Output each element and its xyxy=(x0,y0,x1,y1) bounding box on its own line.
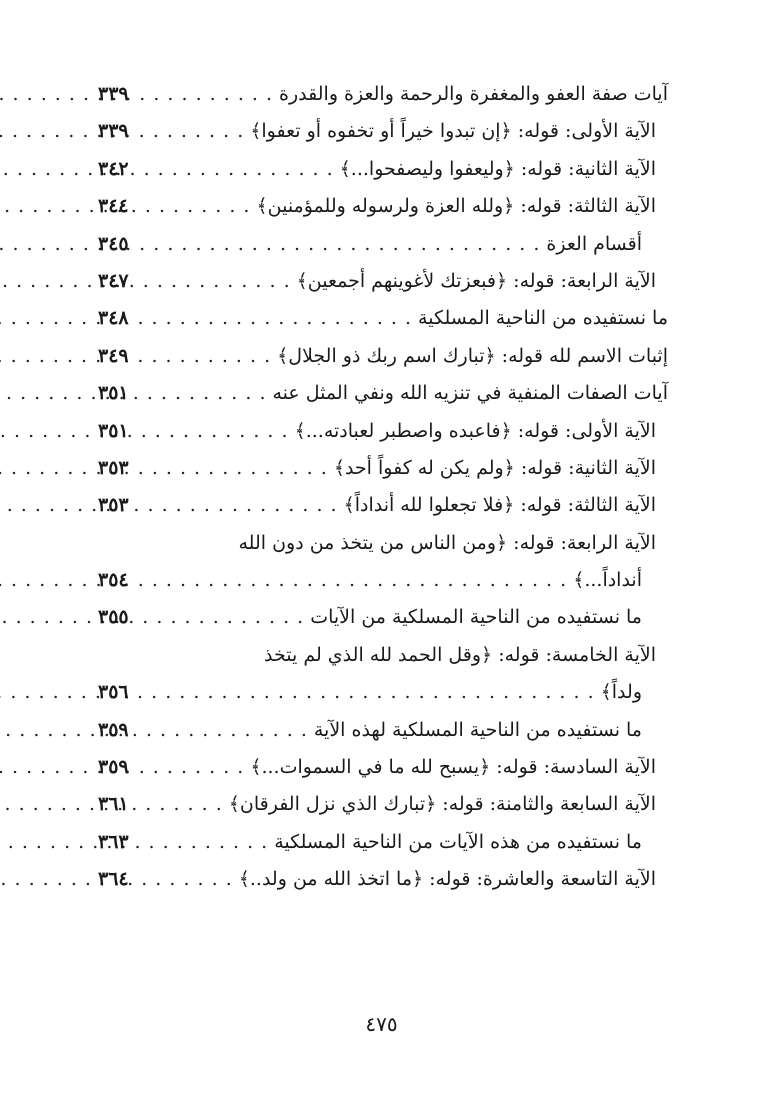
toc-entry xyxy=(98,861,668,898)
toc-entry xyxy=(98,151,668,188)
toc-entry xyxy=(98,300,668,337)
toc-leader-dots xyxy=(138,113,250,150)
toc-entry-title: أنداداً...﴾ xyxy=(573,569,642,592)
toc-entry-title: الآية الأولى: قوله: ﴿إن تبدوا خيراً أو تخفوه أو تعفوا﴾ xyxy=(250,120,656,143)
toc-entry-title: الآية الثالثة: قوله: ﴿فلا تجعلوا لله أنداداً﴾ xyxy=(343,494,656,517)
toc-leader-dots xyxy=(138,263,297,300)
toc-entry xyxy=(98,674,668,711)
toc-entry-title: ما نستفيده من هذه الآيات من الناحية المسلكية xyxy=(274,830,642,853)
toc-entry-page: ٣٥٩ xyxy=(98,718,129,741)
toc-entry-page: ٣٦٣ xyxy=(98,830,129,853)
toc-entry xyxy=(98,487,668,524)
toc-entry-page: ٣٥٥ xyxy=(98,606,129,629)
toc-leader-dots xyxy=(138,786,229,823)
toc-leader-dots xyxy=(138,338,277,375)
toc-entry-title: ما نستفيده من الناحية المسلكية من الآيات xyxy=(310,606,642,629)
toc-entry-title: الآية التاسعة والعاشرة: قوله: ﴿ما اتخذ الله من ولد..﴾ xyxy=(238,868,656,891)
toc-entry-title: الآية السابعة والثامنة: قوله: ﴿تبارك الذي نزل الفرقان﴾ xyxy=(228,793,656,816)
toc-entry-page: ٣٥١ xyxy=(98,419,129,442)
table-of-contents xyxy=(98,76,668,899)
toc-entry-title: الآية الثالثة: قوله: ﴿ولله العزة ولرسوله وللمؤمنين﴾ xyxy=(256,195,656,218)
toc-leader-dots xyxy=(138,749,250,786)
toc-leader-dots xyxy=(138,450,334,487)
toc-entry-title: الآية الخامسة: قوله: ﴿وقل الحمد لله الذي لم يتخذ xyxy=(264,643,656,666)
toc-entry-page: ٣٣٩ xyxy=(98,120,129,143)
toc-entry-page: ٣٥٩ xyxy=(98,756,129,779)
toc-entry-page: ٣٥٤ xyxy=(98,569,129,592)
toc-leader-dots xyxy=(138,487,344,524)
toc-entry-title: الآية الثانية: قوله: ﴿ولم يكن له كفواً أحد﴾ xyxy=(333,456,656,479)
toc-entry xyxy=(98,113,668,150)
toc-entry-page: ٣٥١ xyxy=(98,382,129,405)
toc-leader-dots xyxy=(138,226,546,263)
toc-entry-page: ٣٤٨ xyxy=(98,307,129,330)
toc-entry xyxy=(98,76,668,113)
toc-entry xyxy=(98,188,668,225)
toc-entry-title: الآية الرابعة: قوله: ﴿فبعزتك لأغوينهم أجمعين﴾ xyxy=(296,269,656,292)
toc-entry-title: الآية السادسة: قوله: ﴿يسبح لله ما في السموات...﴾ xyxy=(250,756,656,779)
toc-entry-page: ٣٣٩ xyxy=(98,83,129,105)
toc-entry xyxy=(98,599,668,636)
toc-leader-dots xyxy=(138,674,601,711)
toc-entry xyxy=(98,263,668,300)
toc-entry-title: ما نستفيده من الناحية المسلكية xyxy=(418,307,668,330)
toc-entry xyxy=(98,749,668,786)
toc-entry-title: الآية الثانية: قوله: ﴿وليعفوا وليصفحوا...﴾ xyxy=(339,157,656,180)
toc-leader-dots xyxy=(138,712,314,749)
toc-entry xyxy=(98,338,668,375)
toc-entry xyxy=(98,824,668,861)
toc-entry-page: ٣٤٥ xyxy=(98,232,129,255)
toc-entry-title: إثبات الاسم لله قوله: ﴿تبارك اسم ربك ذو الجلال﴾ xyxy=(277,344,668,367)
toc-entry-page: ٣٤٧ xyxy=(98,269,129,292)
toc-entry xyxy=(98,413,668,450)
toc-entry-title: آيات الصفات المنفية في تنزيه الله ونفي المثل عنه xyxy=(272,382,668,405)
toc-entry-title: ما نستفيده من الناحية المسلكية لهذه الآية xyxy=(313,718,642,741)
toc-leader-dots xyxy=(138,599,310,636)
toc-entry-page: ٣٥٣ xyxy=(98,456,129,479)
toc-leader-dots xyxy=(138,413,295,450)
toc-entry xyxy=(98,450,668,487)
toc-entry xyxy=(98,525,668,562)
toc-leader-dots xyxy=(138,300,418,337)
toc-leader-dots xyxy=(138,562,573,599)
toc-entry-title: ولداً﴾ xyxy=(600,681,642,704)
page-number: ٤٧٥ xyxy=(365,1012,398,1036)
toc-entry xyxy=(98,786,668,823)
toc-leader-dots xyxy=(138,861,239,898)
toc-entry xyxy=(98,712,668,749)
toc-entry-page: ٣٦٤ xyxy=(98,868,129,891)
toc-entry-page: ٣٥٦ xyxy=(98,681,129,704)
toc-entry-title: آيات صفة العفو والمغفرة والرحمة والعزة والقدرة xyxy=(279,83,668,105)
toc-entry xyxy=(98,637,668,674)
toc-entry-title: الآية الأولى: قوله: ﴿فاعبده واصطبر لعبادته...﴾ xyxy=(294,419,656,442)
toc-leader-dots xyxy=(138,76,279,113)
toc-entry-page: ٣٤٤ xyxy=(98,195,129,218)
toc-entry-page: ٣٦١ xyxy=(98,793,129,816)
toc-entry xyxy=(98,375,668,412)
toc-entry xyxy=(98,562,668,599)
toc-leader-dots xyxy=(138,188,256,225)
toc-entry-title: الآية الرابعة: قوله: ﴿ومن الناس من يتخذ من دون الله xyxy=(238,531,656,554)
toc-entry-page: ٣٤٩ xyxy=(98,344,129,367)
toc-entry xyxy=(98,226,668,263)
toc-entry-page: ٣٤٢ xyxy=(98,157,129,180)
toc-leader-dots xyxy=(138,824,274,861)
toc-leader-dots xyxy=(138,151,340,188)
toc-entry-page: ٣٥٣ xyxy=(98,494,129,517)
toc-leader-dots xyxy=(138,375,273,412)
toc-entry-title: أقسام العزة xyxy=(546,232,642,255)
